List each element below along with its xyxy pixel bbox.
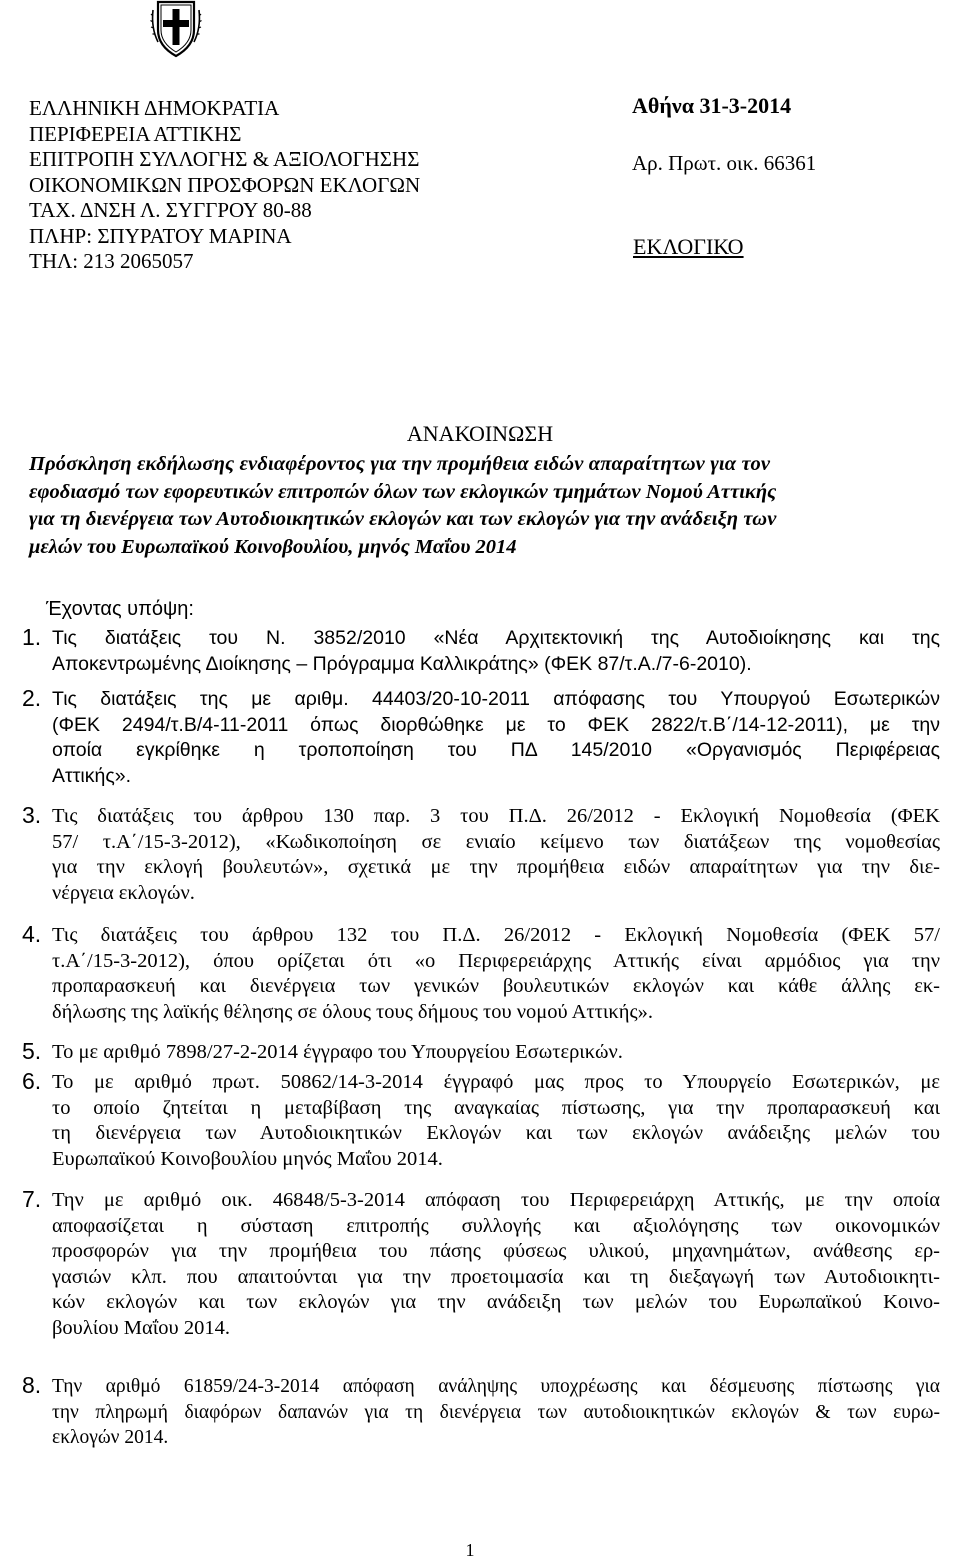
coat-of-arms-icon xyxy=(150,0,202,58)
item-line: Τις διατάξεις του άρθρου 130 παρ. 3 του Π.Δ. 26/2012 - Εκλογική Νομοθεσία (ΦΕΚ xyxy=(52,805,940,827)
item-number: 1. xyxy=(22,624,42,650)
header-line: ΠΛΗΡ: ΣΠΥΡΑΤΟΥ ΜΑΡΙΝΑ xyxy=(29,223,292,248)
header-line: ΠΕΡΙΦΕΡΕΙΑ ΑΤΤΙΚΗΣ xyxy=(29,121,242,146)
item-line: 57/ τ.Α΄/15-3-2012), «Κωδικοποίηση σε ενιαίο κείμενο των διατάξεων της νομοθεσίας xyxy=(52,830,940,853)
item-line: βουλίου Μαΐου 2014. xyxy=(52,1316,230,1339)
item-text xyxy=(52,626,940,677)
subject-line: Πρόσκληση εκδήλωσης ενδιαφέροντος για την προμήθεια ειδών απαραίτητων για τον xyxy=(29,453,771,475)
document-date: Αθήνα 31-3-2014 xyxy=(632,93,792,118)
item-text xyxy=(52,1188,940,1341)
item-text xyxy=(52,804,940,906)
item-text xyxy=(52,1374,940,1451)
item-line: αποφασίζεται η σύσταση επιτροπής συλλογής και αξιολόγησης των οικονομικών xyxy=(52,1214,940,1237)
item-line: Αποκεντρωμένης Διοίκησης – Πρόγραμμα Καλλικράτης» (ΦΕΚ 87/τ.Α./7-6-2010). xyxy=(52,652,752,675)
item-line: την πληρωμή διαφόρων δαπανών για τη διενέργεια των αυτοδιοικητικών εκλογών & των ευρω- xyxy=(52,1401,940,1423)
page-title: ΑΝΑΚΟΙΝΩΣΗ xyxy=(406,421,554,446)
item-number: 6. xyxy=(22,1068,42,1094)
protocol-number: Αρ. Πρωτ. οικ. 66361 xyxy=(632,151,817,175)
item-line: γασιών κλπ. που απαιτούνται για την προετοιμασία και τη διεξαγωγή των Αυτοδιοικητι- xyxy=(52,1265,940,1288)
item-number: 7. xyxy=(22,1186,42,1212)
item-line: προπαρασκευή και διενέργεια των γενικών βουλευτικών εκλογών και κάθε άλλης εκ- xyxy=(52,975,940,997)
item-line: Την με αριθμό οικ. 46848/5-3-2014 απόφαση του Περιφερειάρχη Αττικής, με την οποία xyxy=(52,1189,940,1211)
item-line: Ευρωπαϊκού Κοινοβουλίου μηνός Μαΐου 2014. xyxy=(52,1147,443,1170)
item-number: 5. xyxy=(22,1038,42,1064)
header-line: ΕΠΙΤΡΟΠΗ ΣΥΛΛΟΓΗΣ & ΑΞΙΟΛΟΓΗΣΗΣ xyxy=(29,147,420,171)
item-line: Τις διατάξεις της με αριθμ. 44403/20-10-2011 απόφασης του Υπουργού Εσωτερικών xyxy=(52,688,940,710)
item-text xyxy=(52,687,940,789)
item-line: Το με αριθμό 7898/27-2-2014 έγγραφο του Υπουργείου Εσωτερικών. xyxy=(52,1041,623,1063)
header-line: ΟΙΚΟΝΟΜΙΚΩΝ ΠΡΟΣΦΟΡΩΝ ΕΚΛΟΓΩΝ xyxy=(29,172,421,197)
item-number: 3. xyxy=(22,802,42,828)
item-line: Το με αριθμό πρωτ. 50862/14-3-2014 έγγραφό μας προς το Υπουργείο Εσωτερικών, με xyxy=(52,1071,940,1093)
item-line: (ΦΕΚ 2494/τ.Β/4-11-2011 όπως διορθώθηκε με το ΦΕΚ 2822/τ.Β΄/14-12-2011), με την xyxy=(52,713,940,736)
item-text xyxy=(52,1040,940,1066)
page-number: 1 xyxy=(465,1540,475,1560)
issuer-header xyxy=(29,96,420,275)
subject-block xyxy=(29,451,960,561)
item-text xyxy=(52,923,940,1025)
header-line: ΕΛΛΗΝΙΚΗ ΔΗΜΟΚΡΑΤΙΑ xyxy=(29,96,280,120)
considering-heading: Έχοντας υπόψη: xyxy=(46,598,194,620)
item-line: Τις διατάξεις του άρθρου 132 του Π.Δ. 26/2012 - Εκλογική Νομοθεσία (ΦΕΚ 57/ xyxy=(52,924,940,946)
subject-line: εφοδιασμό των εφορευτικών επιτροπών όλων των εκλογικών τμημάτων Νομού Αττικής xyxy=(29,480,777,503)
item-line: Αττικής». xyxy=(52,764,131,787)
header-line: ΤΗΛ: 213 2065057 xyxy=(29,249,194,273)
item-line: Τις διατάξεις του Ν. 3852/2010 «Νέα Αρχιτεκτονική της Αυτοδιοίκησης και της xyxy=(52,627,940,649)
item-line: εκλογών 2014. xyxy=(52,1427,169,1448)
election-label: ΕΚΛΟΓΙΚΟ xyxy=(633,234,744,259)
item-line: το οποίο ζητείται η μεταβίβαση της αναγκαίας πίστωσης, για την προπαρασκευή και xyxy=(52,1096,940,1119)
item-line: τη διενέργεια των Αυτοδιοικητικών Εκλογών και των εκλογών ανάδειξης μελών του xyxy=(52,1122,940,1144)
item-line: δήλωσης της λαϊκής θέλησης σε όλους τους δήμους του νομού Αττικής». xyxy=(52,1000,653,1023)
item-line: Την αριθμό 61859/24-3-2014 απόφαση ανάληψης υποχρέωσης και δέσμευσης πίστωσης για xyxy=(52,1376,940,1397)
item-line: νέργεια εκλογών. xyxy=(52,881,195,904)
item-number: 4. xyxy=(22,921,42,947)
subject-line: για τη διενέργεια των Αυτοδιοικητικών εκλογών και των εκλογών για την ανάδειξη των xyxy=(29,508,777,530)
item-line: τ.Α΄/15-3-2012), όπου ορίζεται ότι «ο Περιφερειάρχης Αττικής είναι αρμόδιος για την xyxy=(52,949,940,972)
item-line: προσφορών για την προμήθεια του πάσης φύσεως υλικού, μηχανημάτων, ανάθεσης ερ- xyxy=(52,1240,940,1262)
item-line: για την εκλογή βουλευτών», σχετικά με την προμήθεια ειδών απαραίτητων για την διε- xyxy=(52,856,940,878)
header-line: ΤΑΧ. ΔΝΣΗ Λ. ΣΥΓΓΡΟΥ 80-88 xyxy=(29,198,312,222)
item-number: 8. xyxy=(22,1372,42,1398)
item-line: κών εκλογών και των εκλογών για την ανάδειξη των μελών του Ευρωπαϊκού Κοινο- xyxy=(52,1291,940,1313)
item-line: οποία εγκρίθηκε η τροποποίηση του ΠΔ 145/2010 «Οργανισμός Περιφέρειας xyxy=(52,739,940,761)
item-number: 2. xyxy=(22,685,42,711)
item-text xyxy=(52,1070,940,1172)
subject-line: μελών του Ευρωπαϊκού Κοινοβουλίου, μηνός Μαΐου 2014 xyxy=(29,535,517,558)
